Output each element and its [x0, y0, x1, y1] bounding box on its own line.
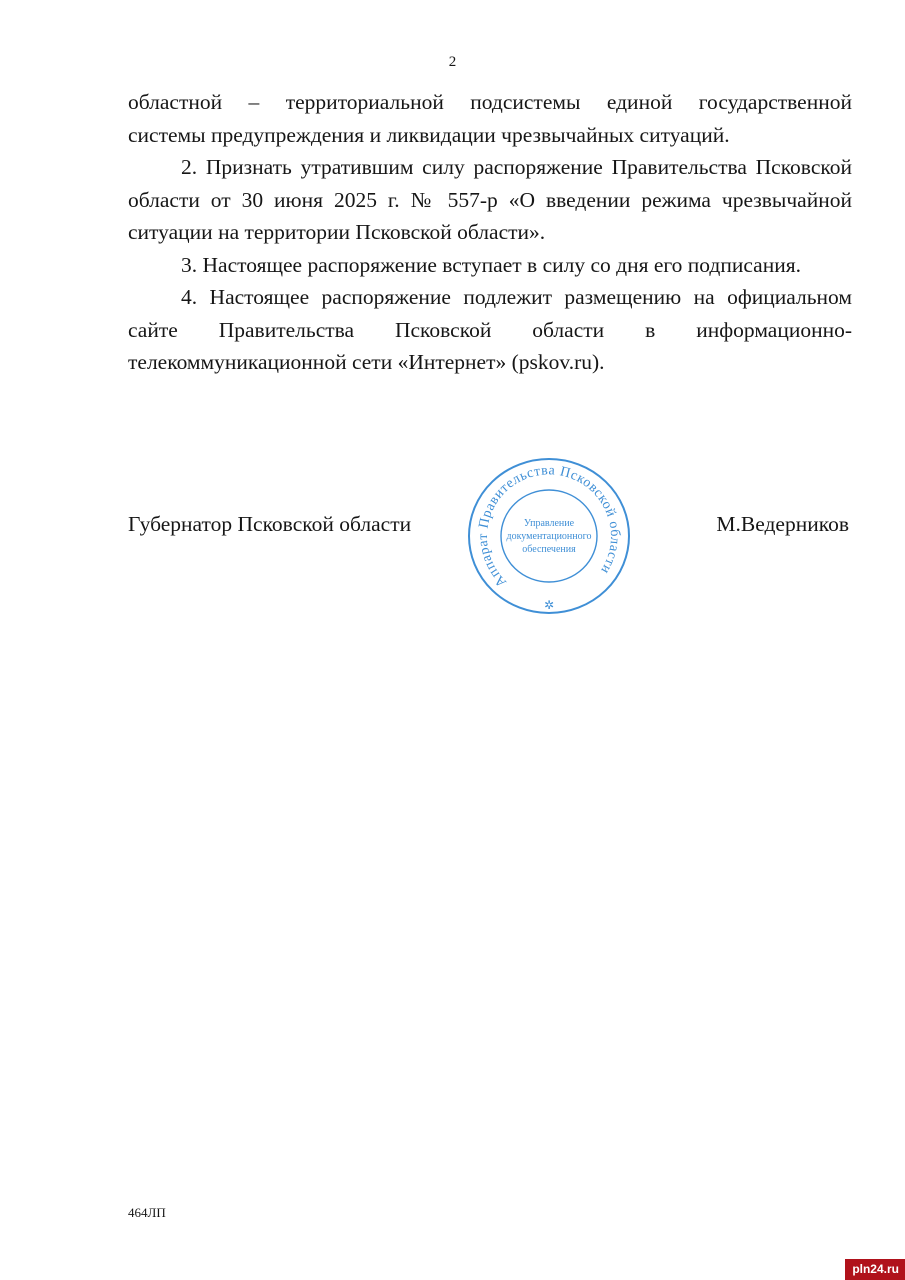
seal-inner-line-1: Управление [523, 518, 575, 529]
signatory-name: М.Ведерников [716, 512, 849, 536]
page-number: 2 [448, 54, 457, 70]
document-body [128, 86, 852, 379]
seal-circular-textpath: Аппарат Правительства Псковской области [475, 463, 623, 590]
paragraph-1-line-2: системы предупреждения и ликвидации чрезвычайных ситуаций. [128, 122, 730, 147]
paragraph-4: 4. Настоящее распоряжение подлежит размещению на официальном сайте Правительства Псковской области в информационно-телекоммуникационной сети «Интернет» (pskov.ru). [128, 285, 852, 374]
seal-star-icon: ✲ [543, 598, 555, 612]
watermark-badge: pln24.ru [845, 1259, 905, 1280]
paragraph-1-line-1: областной – территориальной подсистемы единой государственной [128, 90, 852, 114]
registration-code: 464ЛП [128, 1205, 166, 1220]
seal-inner-line-2: документационного [506, 531, 592, 542]
paragraph-3: 3. Настоящее распоряжение вступает в силу со дня его подписания. [181, 252, 802, 277]
paragraph-2: 2. Признать утратившим силу распоряжение Правительства Псковской области от 30 июня 2025 г. № 557-р «О введении режима чрезвычайной ситуации на территории Псковской области». [128, 155, 852, 244]
seal-inner-line-3: обеспечения [522, 544, 576, 555]
signatory-title: Губернатор Псковской области [128, 512, 412, 536]
seal-graphic [465, 454, 633, 617]
official-seal-stamp [465, 454, 633, 617]
